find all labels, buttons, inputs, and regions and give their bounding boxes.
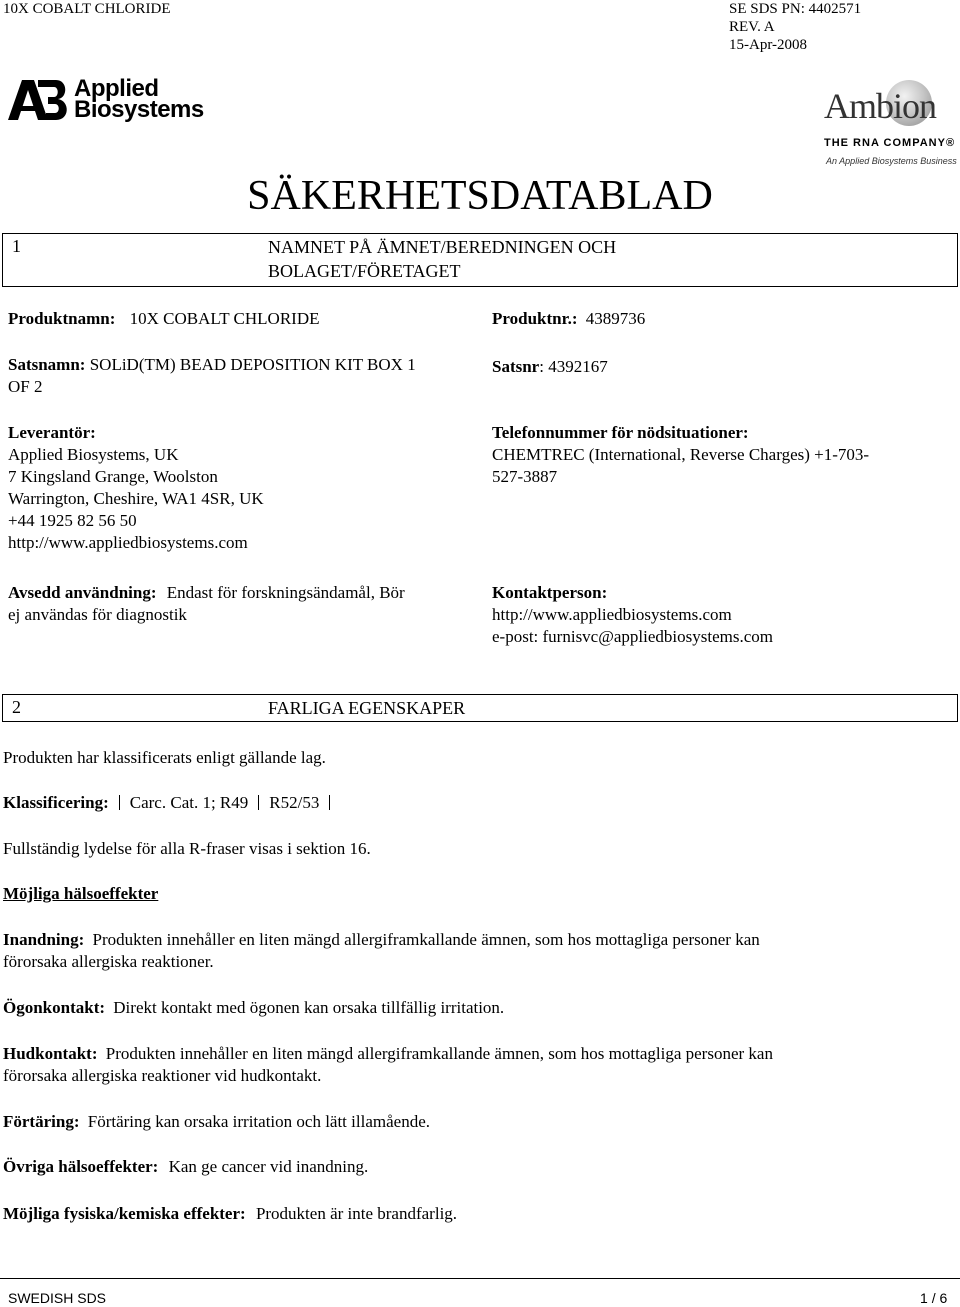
section-title: FARLIGA EGENSKAPER [268,698,466,718]
ab-logo-text: Applied Biosystems [74,75,204,123]
footer-label: SWEDISH SDS [8,1290,107,1306]
telefon-value: CHEMTREC (International, Reverse Charges) +1-703- [492,445,870,464]
satsnr-row [492,356,608,378]
telefon-value-2: 527-3887 [492,467,558,486]
leverantor-block [8,422,478,554]
produktnr-label: Produktnr.: [492,309,578,328]
page-total: 6 [939,1290,948,1306]
produktnamn-row [8,308,320,330]
produktnamn-label: Produktnamn: [8,309,116,328]
footer-divider [0,1278,960,1279]
document-title: SÄKERHETSDATABLAD [247,173,713,219]
inandning-value: Produkten innehåller en liten mängd allergiframkallande ämnen, som hos mottagliga personer kan [92,930,760,949]
kontakt-label: Kontaktperson: [492,583,608,602]
ovriga-label: Övriga hälsoeffekter: [3,1157,159,1176]
fortaring-row [3,1111,430,1133]
kontakt-email: e-post: furnisvc@appliedbiosystems.com [492,627,773,646]
header-product: 10X COBALT CHLORIDE [3,1,171,17]
section-number: 2 [12,697,21,717]
klassificering-row [3,792,340,814]
header-date: 15-Apr-2008 [729,37,808,53]
kontakt-block [492,582,952,648]
klassificering-value: R52/53 [269,793,320,812]
fysiska-row [3,1203,457,1225]
fysiska-label: Möjliga fysiska/kemiska effekter: [3,1204,246,1223]
avsedd-value-2: ej användas för diagnostik [8,605,187,624]
satsnamn-value-2: OF 2 [8,377,43,396]
klassificering-label: Klassificering: [3,793,109,812]
satsnamn-value: SOLiD(TM) BEAD DEPOSITION KIT BOX 1 [89,355,416,374]
hudkontakt-label: Hudkontakt: [3,1044,98,1063]
ab-logo-mark-icon [8,80,70,120]
leverantor-line: +44 1925 82 56 50 [8,511,137,530]
page-current: 1 [920,1290,928,1306]
leverantor-line: Warrington, Cheshire, WA1 4SR, UK [8,489,264,508]
hudkontakt-value: Produkten innehåller en liten mängd allergiframkallande ämnen, som hos mottagliga personer kan [105,1044,773,1063]
separator [329,795,330,810]
separator [258,795,259,810]
satsnr-label: Satsnr [492,357,540,376]
leverantor-line: Applied Biosystems, UK [8,445,179,464]
kontakt-url: http://www.appliedbiosystems.com [492,605,732,624]
inandning-label: Inandning: [3,930,85,949]
section-2-header [2,694,958,722]
header-sds-pn: SE SDS PN: 4402571 [729,1,862,17]
ovriga-value: Kan ge cancer vid inandning. [168,1157,369,1176]
klassad-text: Produkten har klassificerats enligt gällande lag. [3,748,326,767]
page-separator: / [931,1290,936,1306]
mojliga-halsoeffekter-heading: Möjliga hälsoeffekter [3,884,159,903]
fysiska-value: Produkten är inte brandfarlig. [255,1204,458,1223]
fortaring-label: Förtäring: [3,1112,80,1131]
applied-biosystems-logo [8,75,208,124]
hudkontakt-block [3,1043,953,1087]
header-rev: REV. A [729,19,775,35]
avsedd-value: Endast för forskningsändamål, Bör [166,583,405,602]
separator [119,795,120,810]
telefon-label: Telefonnummer för nödsituationer: [492,423,749,442]
section-number: 1 [12,236,21,256]
produktnamn-value: 10X COBALT CHLORIDE [129,309,320,328]
leverantor-url: http://www.appliedbiosystems.com [8,533,248,552]
produktnr-value: 4389736 [585,309,646,328]
ogonkontakt-label: Ögonkontakt: [3,998,106,1017]
satsnamn-label: Satsnamn: [8,355,86,374]
section-title: NAMNET PÅ ÄMNET/BEREDNINGEN OCH BOLAGET/FÖRETAGET [268,237,617,281]
produktnr-row [492,308,645,330]
avsedd-block [8,582,488,626]
klassificering-value: Carc. Cat. 1; R49 [129,793,249,812]
section-1-header [2,233,958,287]
avsedd-label: Avsedd användning: [8,583,157,602]
leverantor-line: 7 Kingsland Grange, Woolston [8,467,218,486]
ogonkontakt-value: Direkt kontakt med ögonen kan orsaka tillfällig irritation. [113,998,505,1017]
ogonkontakt-row [3,997,504,1019]
satsnamn-block [8,354,488,398]
leverantor-label: Leverantör: [8,423,96,442]
satsnr-value: : 4392167 [539,357,608,376]
fortaring-value: Förtäring kan orsaka irritation och lätt illamående. [87,1112,430,1131]
ambion-logo: Ambion THE RNA COMPANY® An Applied Biosystems Business [822,80,954,164]
hudkontakt-value-2: förorsaka allergiska reaktioner vid hudkontakt. [3,1066,322,1085]
fullstandig-text: Fullständig lydelse för alla R-fraser visas i sektion 16. [3,839,371,858]
footer-page-number [920,1290,947,1306]
ovriga-row [3,1156,368,1178]
inandning-value-2: förorsaka allergiska reaktioner. [3,952,214,971]
telefon-block [492,422,952,488]
inandning-block [3,929,953,973]
